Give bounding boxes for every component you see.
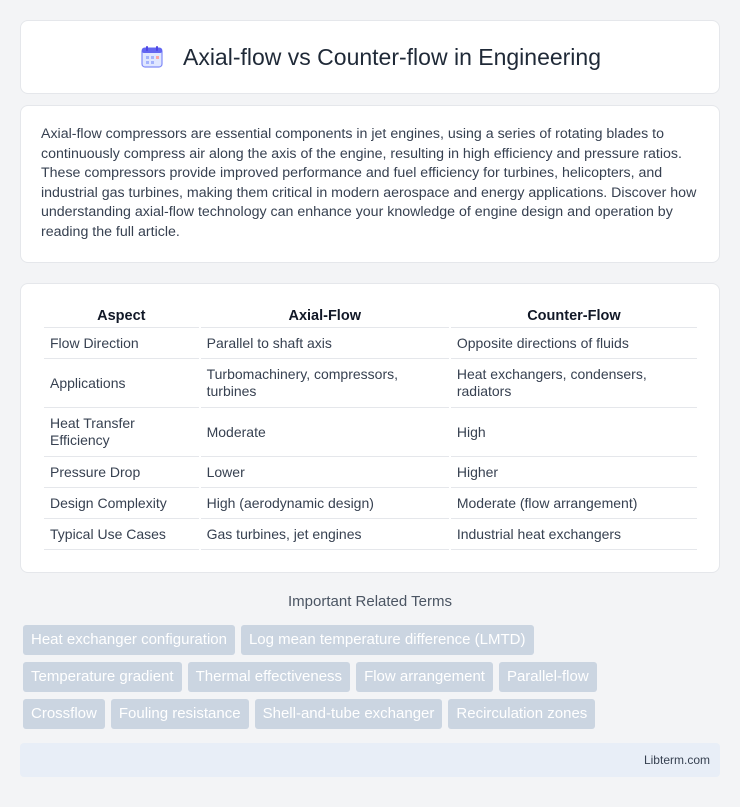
related-term-tag[interactable]: Log mean temperature difference (LMTD): [241, 625, 534, 655]
related-term-tag[interactable]: Thermal effectiveness: [188, 662, 350, 692]
table-cell: Parallel to shaft axis: [201, 328, 449, 359]
related-term-tag[interactable]: Heat exchanger configuration: [23, 625, 235, 655]
table-row: [44, 408, 697, 457]
table-cell: Lower: [201, 457, 449, 488]
comparison-table-card: [20, 283, 720, 573]
intro-text: Axial-flow compressors are essential components in jet engines, using a series of rotating blades to continuously compress air along the axis of the engine, resulting in high efficiency and pressure ratios. These compressors provide improved performance and fuel efficiency for turbines, helicopters, and industrial gas turbines, making them critical in modern aerospace and energy applications. Discover how understanding axial-flow technology can enhance your knowledge of engine design and operation by reading the full article.: [41, 126, 697, 240]
table-cell: Moderate: [201, 408, 449, 457]
table-header: Aspect: [44, 301, 199, 328]
related-terms-title: Important Related Terms: [288, 593, 452, 610]
table-cell: Industrial heat exchangers: [451, 519, 697, 550]
table-row: [44, 359, 697, 408]
table-row: [44, 457, 697, 488]
table-cell: Gas turbines, jet engines: [201, 519, 449, 550]
related-term-tag[interactable]: Temperature gradient: [23, 662, 182, 692]
table-header: Axial-Flow: [201, 301, 449, 328]
related-terms-list: [23, 625, 723, 736]
header-card: [20, 20, 720, 94]
table-row: [44, 519, 697, 550]
table-row: [44, 488, 697, 519]
table-cell: Flow Direction: [44, 328, 199, 359]
related-term-tag[interactable]: Shell-and-tube exchanger: [255, 699, 443, 729]
comparison-table: [42, 301, 699, 550]
page-title: Axial-flow vs Counter-flow in Engineering: [182, 43, 602, 70]
table-cell: High: [451, 408, 697, 457]
table-cell: Typical Use Cases: [44, 519, 199, 550]
table-cell: Heat exchangers, condensers, radiators: [451, 359, 697, 408]
table-header-row: [44, 301, 697, 328]
table-cell: Higher: [451, 457, 697, 488]
table-header: Counter-Flow: [451, 301, 697, 328]
intro-card: [20, 105, 720, 263]
related-term-tag[interactable]: Flow arrangement: [356, 662, 493, 692]
related-term-tag[interactable]: Recirculation zones: [448, 699, 595, 729]
table-row: [44, 328, 697, 359]
table-cell: Moderate (flow arrangement): [451, 488, 697, 519]
table-cell: Design Complexity: [44, 488, 199, 519]
related-term-tag[interactable]: Parallel-flow: [499, 662, 597, 692]
table-cell: Opposite directions of fluids: [451, 328, 697, 359]
related-term-tag[interactable]: Crossflow: [23, 699, 105, 729]
table-cell: Heat Transfer Efficiency: [44, 408, 199, 457]
table-cell: Turbomachinery, compressors, turbines: [201, 359, 449, 408]
related-term-tag[interactable]: Fouling resistance: [111, 699, 249, 729]
table-cell: High (aerodynamic design): [201, 488, 449, 519]
calendar-icon: [139, 44, 165, 70]
footer-site-link[interactable]: Libterm.com: [643, 753, 710, 767]
table-cell: Pressure Drop: [44, 457, 199, 488]
table-cell: Applications: [44, 359, 199, 408]
footer: [20, 743, 720, 777]
